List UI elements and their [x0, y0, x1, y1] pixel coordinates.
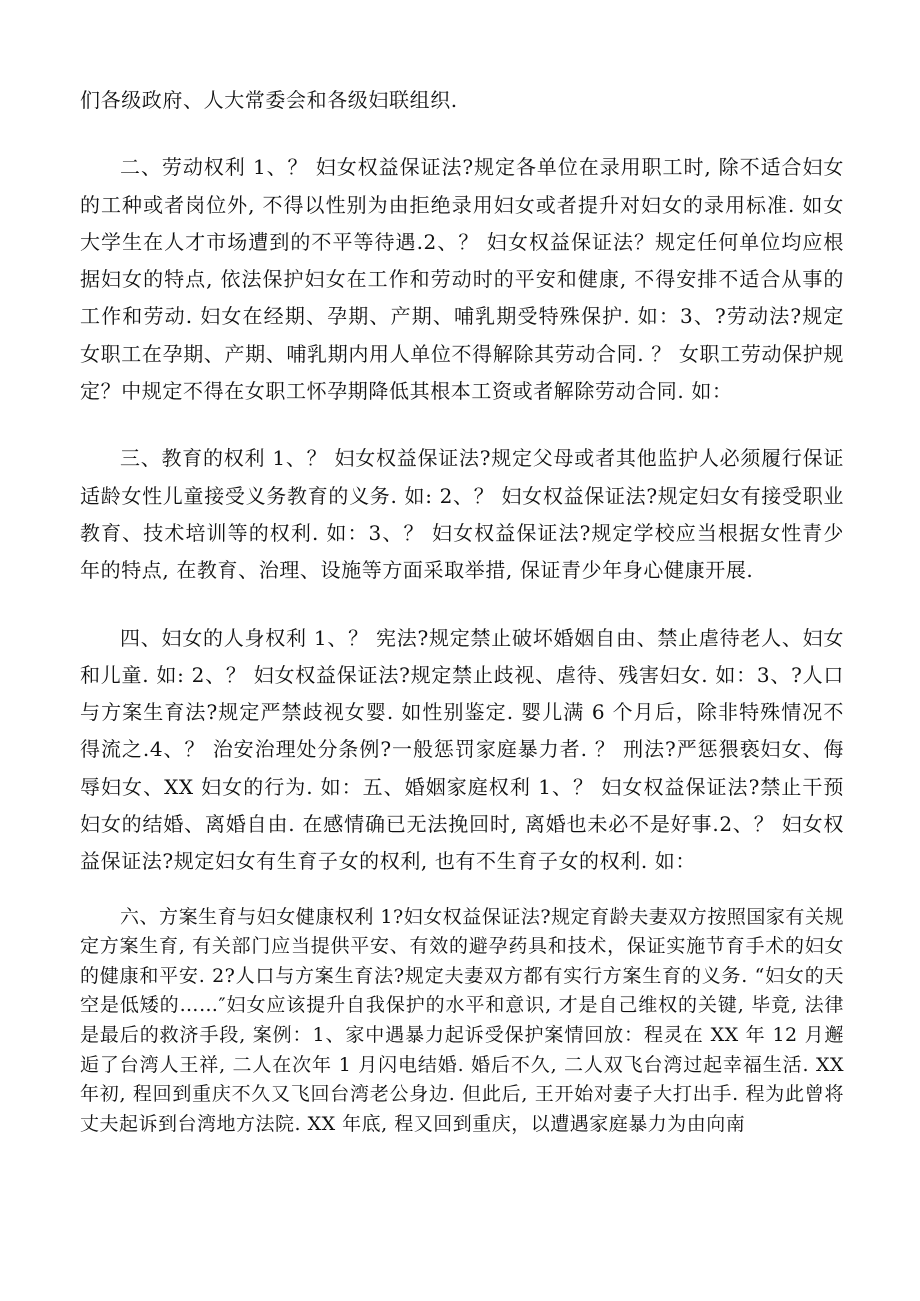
paragraph-personal-rights: 四、妇女的人身权利 1、？ 宪法?规定禁止破坏婚姻自由、禁止虐待老人、妇女和儿童. 如: 2、？ 妇女权益保证法?规定禁止歧视、虐待、残害妇女. 如：3、?人口与方案生育法?规定严禁歧视女婴. 如性别鉴定. 婴儿满 6 个月后，除非特殊情况不得流之.4、？ 治安治理处分条例?一般惩罚家庭暴力者. ？ 刑法?严惩猥亵妇女、侮辱妇女、XX 妇女的行为. 如：五、婚姻家庭权利 1、？ 妇女权益保证法?禁止干预妇女的结婚、离婚自由. 在感情确已无法挽回时, 离婚也未必不是好事.2、？ 妇女权益保证法?规定妇女有生育子女的权利, 也有不生育子女的权利. 如：	[80, 625, 844, 874]
paragraph-spacer	[80, 119, 844, 149]
paragraph-education-rights: 三、教育的权利 1、？ 妇女权益保证法?规定父母或者其他监护人必须履行保证适龄女性儿童接受义务教育的义务. 如: 2、？ 妇女权益保证法?规定妇女有接受职业教育、技术培训等的权利. 如：3、？ 妇女权益保证法?规定学校应当根据女性青少年的特点, 在教育、治理、设施等方面采取举措, 保证青少年身心健康开展.	[80, 446, 844, 583]
paragraph-labor-rights: 二、劳动权利 1、？ 妇女权益保证法?规定各单位在录用职工时, 除不适合妇女的工种或者岗位外, 不得以性别为由拒绝录用妇女或者提升对妇女的录用标准. 如女大学生在人才市场遭到的不平等待遇.2、？ 妇女权益保证法？规定任何单位均应根据妇女的特点, 依法保护妇女在工作和劳动时的平安和健康, 不得安排不适合从事的工作和劳动. 妇女在经期、孕期、产期、哺乳期受特殊保护. 如：3、?劳动法?规定女职工在孕期、产期、哺乳期内用人单位不得解除其劳动合同. ？ 女职工劳动保护规定？中规定不得在女职工怀孕期降低其根本工资或者解除劳动合同. 如：	[80, 155, 844, 404]
paragraph-spacer	[80, 410, 844, 440]
paragraph-spacer	[80, 590, 844, 620]
paragraph-family-planning: 六、方案生育与妇女健康权利 1?妇女权益保证法?规定育龄夫妻双方按照国家有关规定方案生育, 有关部门应当提供平安、有效的避孕药具和技术，保证实施节育手术的妇女的健康和平安. 2?人口与方案生育法?规定夫妻双方都有实行方案生育的义务. “妇女的天空是低矮的……″妇女应该提升自我保护的水平和意识, 才是自己维权的关键, 毕竟, 法律是最后的救济手段, 案例：1、家中遇暴力起诉受保护案情回放：程灵在 XX 年 12 月邂逅了台湾人王祥, 二人在次年 1 月闪电结婚. 婚后不久, 二人双飞台湾过起幸福生活. XX 年初, 程回到重庆不久又飞回台湾老公身边. 但此后, 王开始对妻子大打出手. 程为此曾将丈夫起诉到台湾地方法院. XX 年底, 程又回到重庆，以遭遇家庭暴力为由向南	[80, 905, 844, 1135]
paragraph-continuation: 们各级政府、人大常委会和各级妇联组织.	[80, 88, 458, 112]
document-page	[80, 82, 844, 1139]
paragraph-spacer	[80, 881, 844, 903]
